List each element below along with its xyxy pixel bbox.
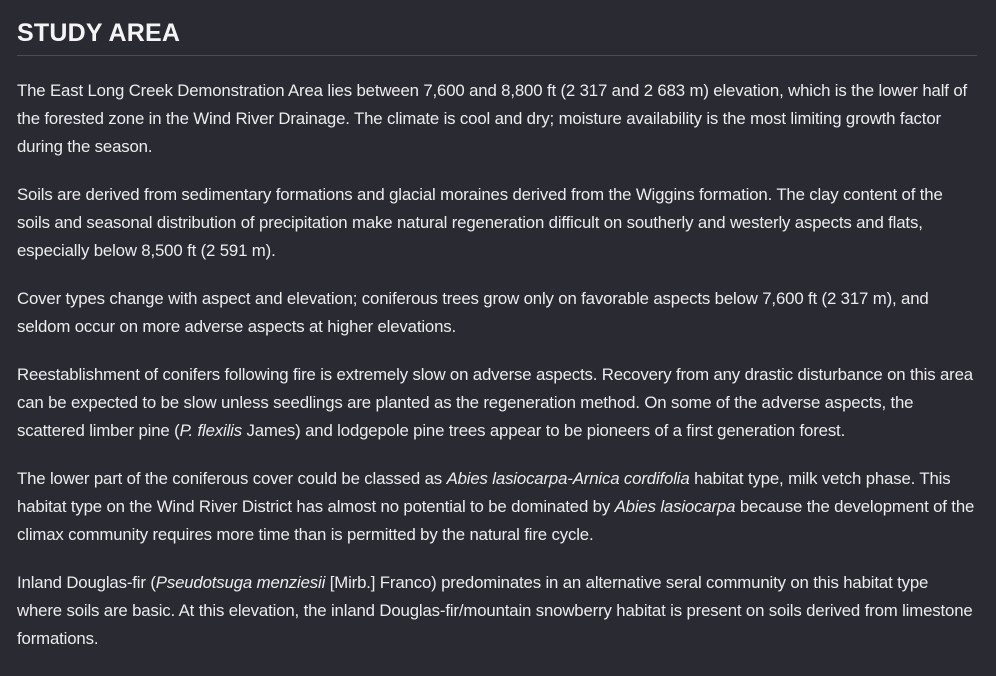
paragraph-reestablishment xyxy=(17,361,977,445)
text-run: because the development of the climax community requires more time than is permitted by the natural fire cycle. xyxy=(17,497,975,544)
section-heading: STUDY AREA xyxy=(17,19,181,47)
species-name: Pseudotsuga menziesii xyxy=(155,573,326,592)
text-run: The lower part of the coniferous cover could be classed as xyxy=(17,469,447,488)
paragraph-elevation-climate: The East Long Creek Demonstration Area lies between 7,600 and 8,800 ft (2 317 and 2 683 m) elevation, which is the lower half of the forested zone in the Wind River Drainage. The climate is cool and dry; moisture availability is the most limiting growth factor during the season. xyxy=(17,81,968,156)
document-page xyxy=(17,0,977,653)
text-run: Inland Douglas-fir ( xyxy=(17,573,156,592)
heading-divider xyxy=(17,55,977,56)
paragraph-habitat-type xyxy=(17,465,977,549)
text-run: James) and lodgepole pine trees appear to be pioneers of a first generation forest. xyxy=(241,421,846,440)
species-name: Abies lasiocarpa xyxy=(614,497,736,516)
paragraph-cover-types: Cover types change with aspect and elevation; coniferous trees grow only on favorable aspects below 7,600 ft (2 317 m), and seldom occur on more adverse aspects at higher elevations. xyxy=(17,289,929,336)
paragraph-soils: Soils are derived from sedimentary formations and glacial moraines derived from the Wiggins formation. The clay content of the soils and seasonal distribution of precipitation make natural regeneration difficult on southerly and westerly aspects and flats, especially below 8,500 ft (2 591 m). xyxy=(17,185,943,260)
text-run: [Mirb.] Franco) predominates in an alternative seral community on this habitat type where soils are basic. At this elevation, the inland Douglas-fir/mountain snowberry habitat is present on soils derived from limestone formations. xyxy=(17,573,973,648)
species-name: P. flexilis xyxy=(179,421,242,440)
paragraph-douglas-fir xyxy=(17,569,977,653)
text-run: Reestablishment of conifers following fire is extremely slow on adverse aspects. Recovery from any drastic disturbance on this area can be expected to be slow unless seedlings are planted as the regeneration method. On some of the adverse aspects, the scattered limber pine ( xyxy=(17,365,973,440)
species-name: Abies lasiocarpa-Arnica cordifolia xyxy=(446,469,690,488)
text-run: habitat type, milk vetch phase. This habitat type on the Wind River District has almost no potential to be dominated by xyxy=(17,469,951,516)
